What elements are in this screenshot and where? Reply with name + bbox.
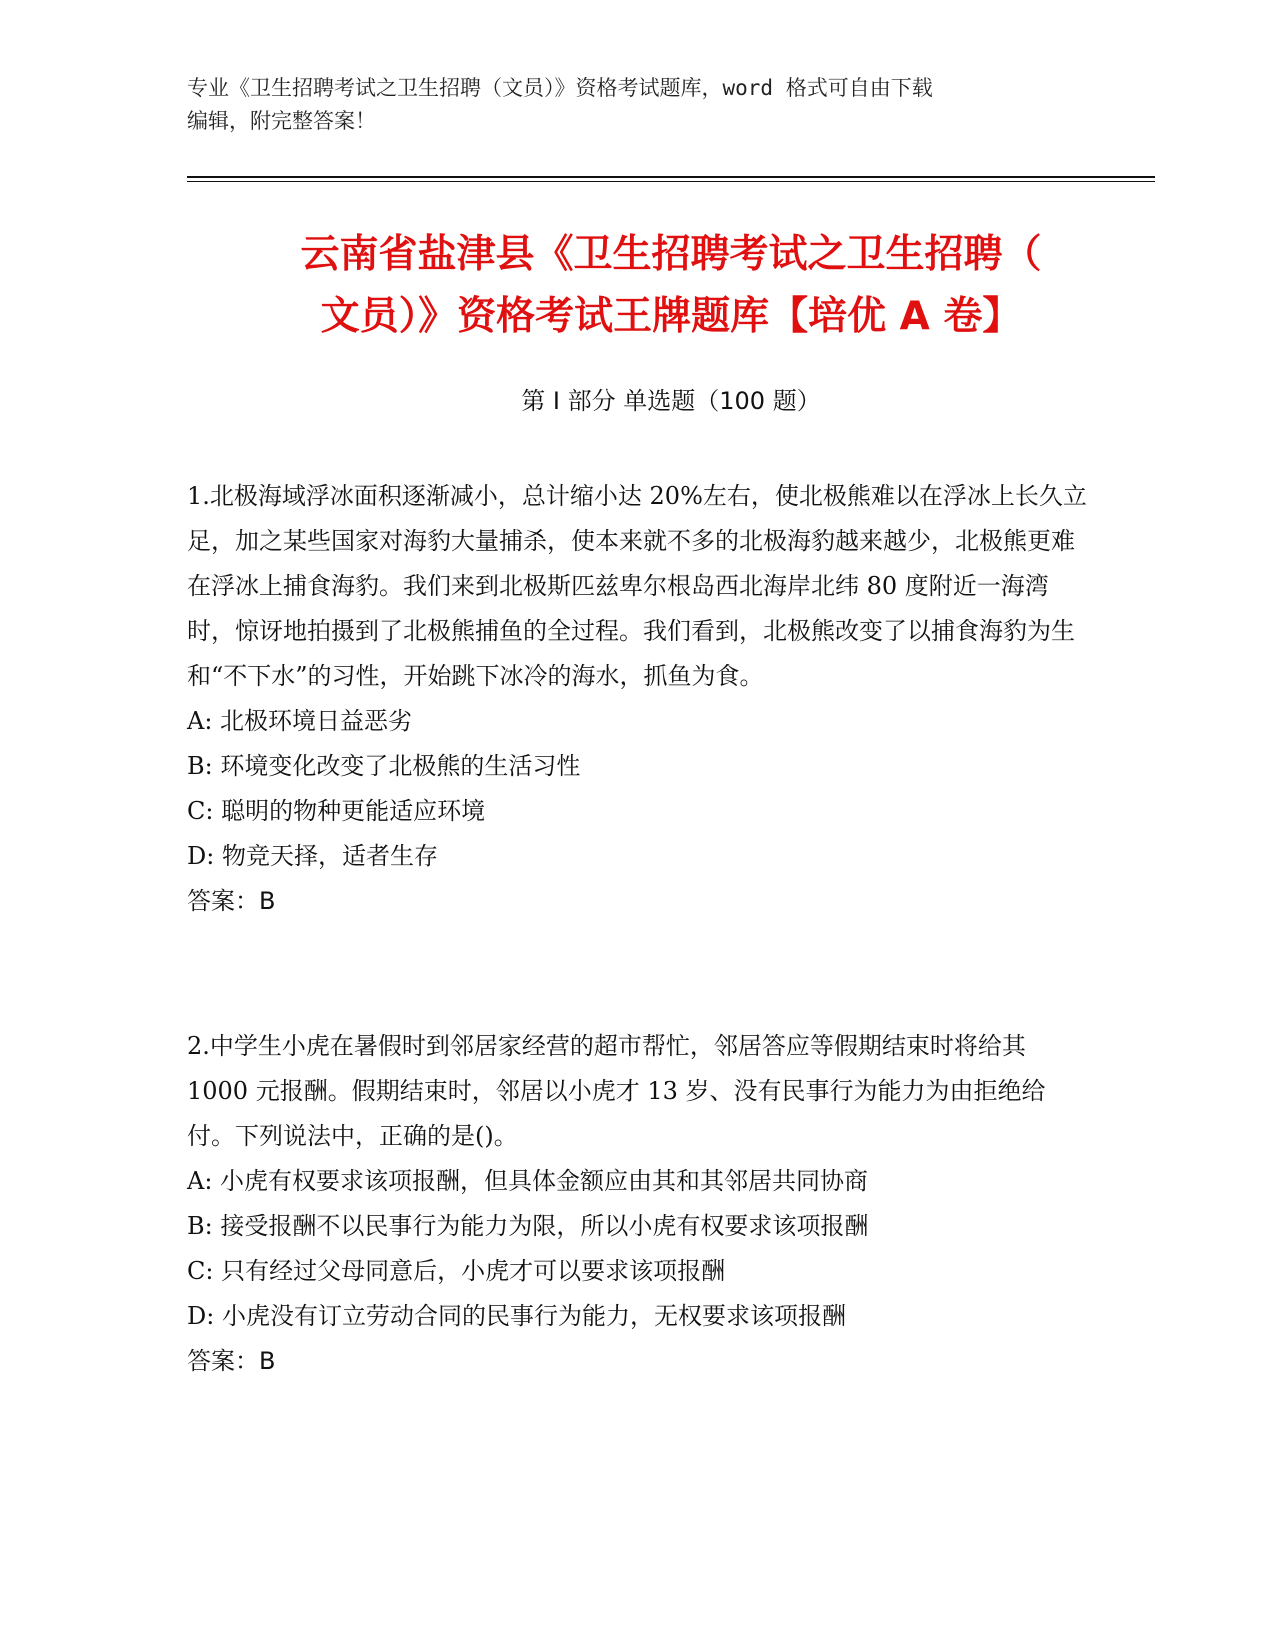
header-divider-thick xyxy=(187,176,1155,178)
question-stem: 1.北极海域浮冰面积逐渐减小，总计缩小达 20%左右，使北极熊难以在浮冰上长久立足，加之某些国家对海豹大量捕杀，使本来就不多的北极海豹越来越少，北极熊更难在浮冰上捕食海豹。我们来到北极斯匹兹卑尔根岛西北海岸北纬 80 度附近一海湾时，惊讶地拍摄到了北极熊捕鱼的全过程。我们看到，北极熊改变了以捕食海豹为生和“不下水”的习性，开始跳下冰冷的海水，抓鱼为食。 xyxy=(187,482,1087,690)
answer: 答案：B xyxy=(187,887,276,915)
option-a: A: 小虎有权要求该项报酬，但具体金额应由其和其邻居共同协商 xyxy=(187,1167,869,1195)
header-divider-thin xyxy=(187,181,1155,182)
section-heading: 第 I 部分 单选题（100 题） xyxy=(521,387,821,415)
document-title-line-2: 文员）》资格考试王牌题库【培优 A 卷】 xyxy=(320,294,1022,339)
document-title xyxy=(187,224,1155,348)
header-note xyxy=(187,72,1087,138)
header-note-line-2: 编辑，附完整答案！ xyxy=(187,109,376,133)
document-title-line-1: 云南省盐津县《卫生招聘考试之卫生招聘（ xyxy=(300,232,1042,277)
question-2 xyxy=(187,1024,1087,1384)
option-b: B: 环境变化改变了北极熊的生活习性 xyxy=(187,752,581,780)
option-a: A: 北极环境日益恶劣 xyxy=(187,707,413,735)
answer: 答案：B xyxy=(187,1347,276,1375)
option-c: C: 只有经过父母同意后，小虎才可以要求该项报酬 xyxy=(187,1257,726,1285)
option-d: D: 小虎没有订立劳动合同的民事行为能力，无权要求该项报酬 xyxy=(187,1302,846,1330)
header-note-line-1: 专业《卫生招聘考试之卫生招聘（文员）》资格考试题库，word 格式可自由下载 xyxy=(187,76,933,100)
option-c: C: 聪明的物种更能适应环境 xyxy=(187,797,486,825)
option-b: B: 接受报酬不以民事行为能力为限，所以小虎有权要求该项报酬 xyxy=(187,1212,869,1240)
question-1 xyxy=(187,474,1087,924)
question-stem: 2.中学生小虎在暑假时到邻居家经营的超市帮忙，邻居答应等假期结束时将给其 1000 元报酬。假期结束时，邻居以小虎才 13 岁、没有民事行为能力为由拒绝给付。下列说法中，正确的是()。 xyxy=(187,1032,1046,1150)
option-d: D: 物竞天择，适者生存 xyxy=(187,842,438,870)
